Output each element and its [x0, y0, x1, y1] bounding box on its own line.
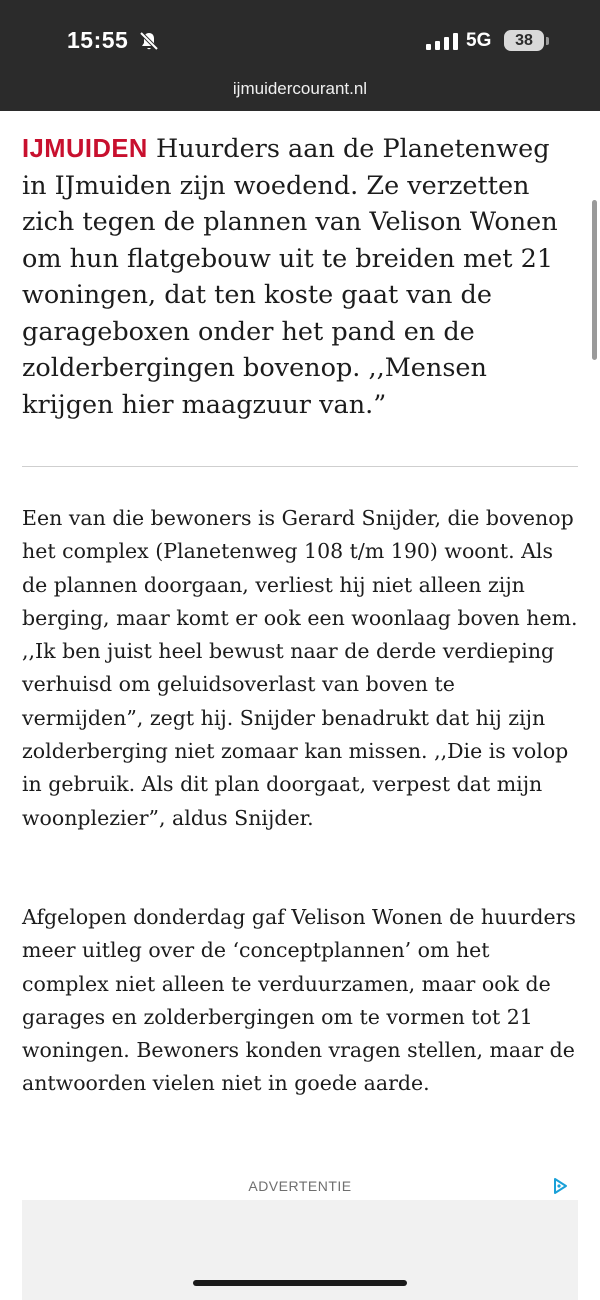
article-lead [22, 131, 582, 423]
article-kicker: IJMUIDEN [22, 135, 148, 163]
signal-bars-icon [426, 33, 458, 50]
adchoices-icon[interactable] [551, 1177, 569, 1195]
lead-divider [22, 466, 578, 467]
home-indicator[interactable] [193, 1280, 407, 1286]
lead-text: Huurders aan de Planetenweg in IJmuiden zijn woedend. Ze verzetten zich tegen de plannen van Velison Wonen om hun flatgebouw uit te breiden met 21 woningen, dat ten koste gaat van de garageboxen onder het pand en de zolderbergingen bovenop. ,,Mensen krijgen hier maagzuur van.” [22, 134, 558, 420]
scrollbar[interactable] [592, 200, 597, 360]
status-time: 15:55 [67, 27, 129, 53]
network-type: 5G [466, 30, 492, 51]
battery-tip [546, 37, 549, 45]
battery-indicator: 38 [504, 30, 544, 51]
article-paragraph: Afgelopen donderdag gaf Velison Wonen de huurders meer uitleg over de ‘conceptplannen’ om het complex niet alleen te verduurzamen, maar ook de garages en zolderbergingen om te vormen tot 21 woningen. Bewoners konden vragen stellen, maar de antwoorden vielen niet in goede aarde. [22, 905, 576, 1096]
address-bar-url[interactable]: ijmuidercourant.nl [232, 79, 368, 98]
browser-top-bar [0, 0, 600, 111]
article-paragraph: Een van die bewoners is Gerard Snijder, die bovenop het complex (Planetenweg 108 t/m 190) woont. Als de plannen doorgaan, verliest hij niet alleen zijn berging, maar komt er ook een woonlaag boven hem. ,,Ik ben juist heel bewust naar de derde verdieping verhuisd om geluidsoverlast van boven te vermijden”, zegt hij. Snijder benadrukt dat hij zijn zolderberging niet zomaar kan missen. ,,Die is volop in gebruik. Als dit plan doorgaat, verpest dat mijn woonplezier”, aldus Snijder. [22, 506, 578, 830]
advertisement-label: ADVERTENTIE [248, 1178, 352, 1194]
bell-slash-icon [138, 30, 160, 52]
